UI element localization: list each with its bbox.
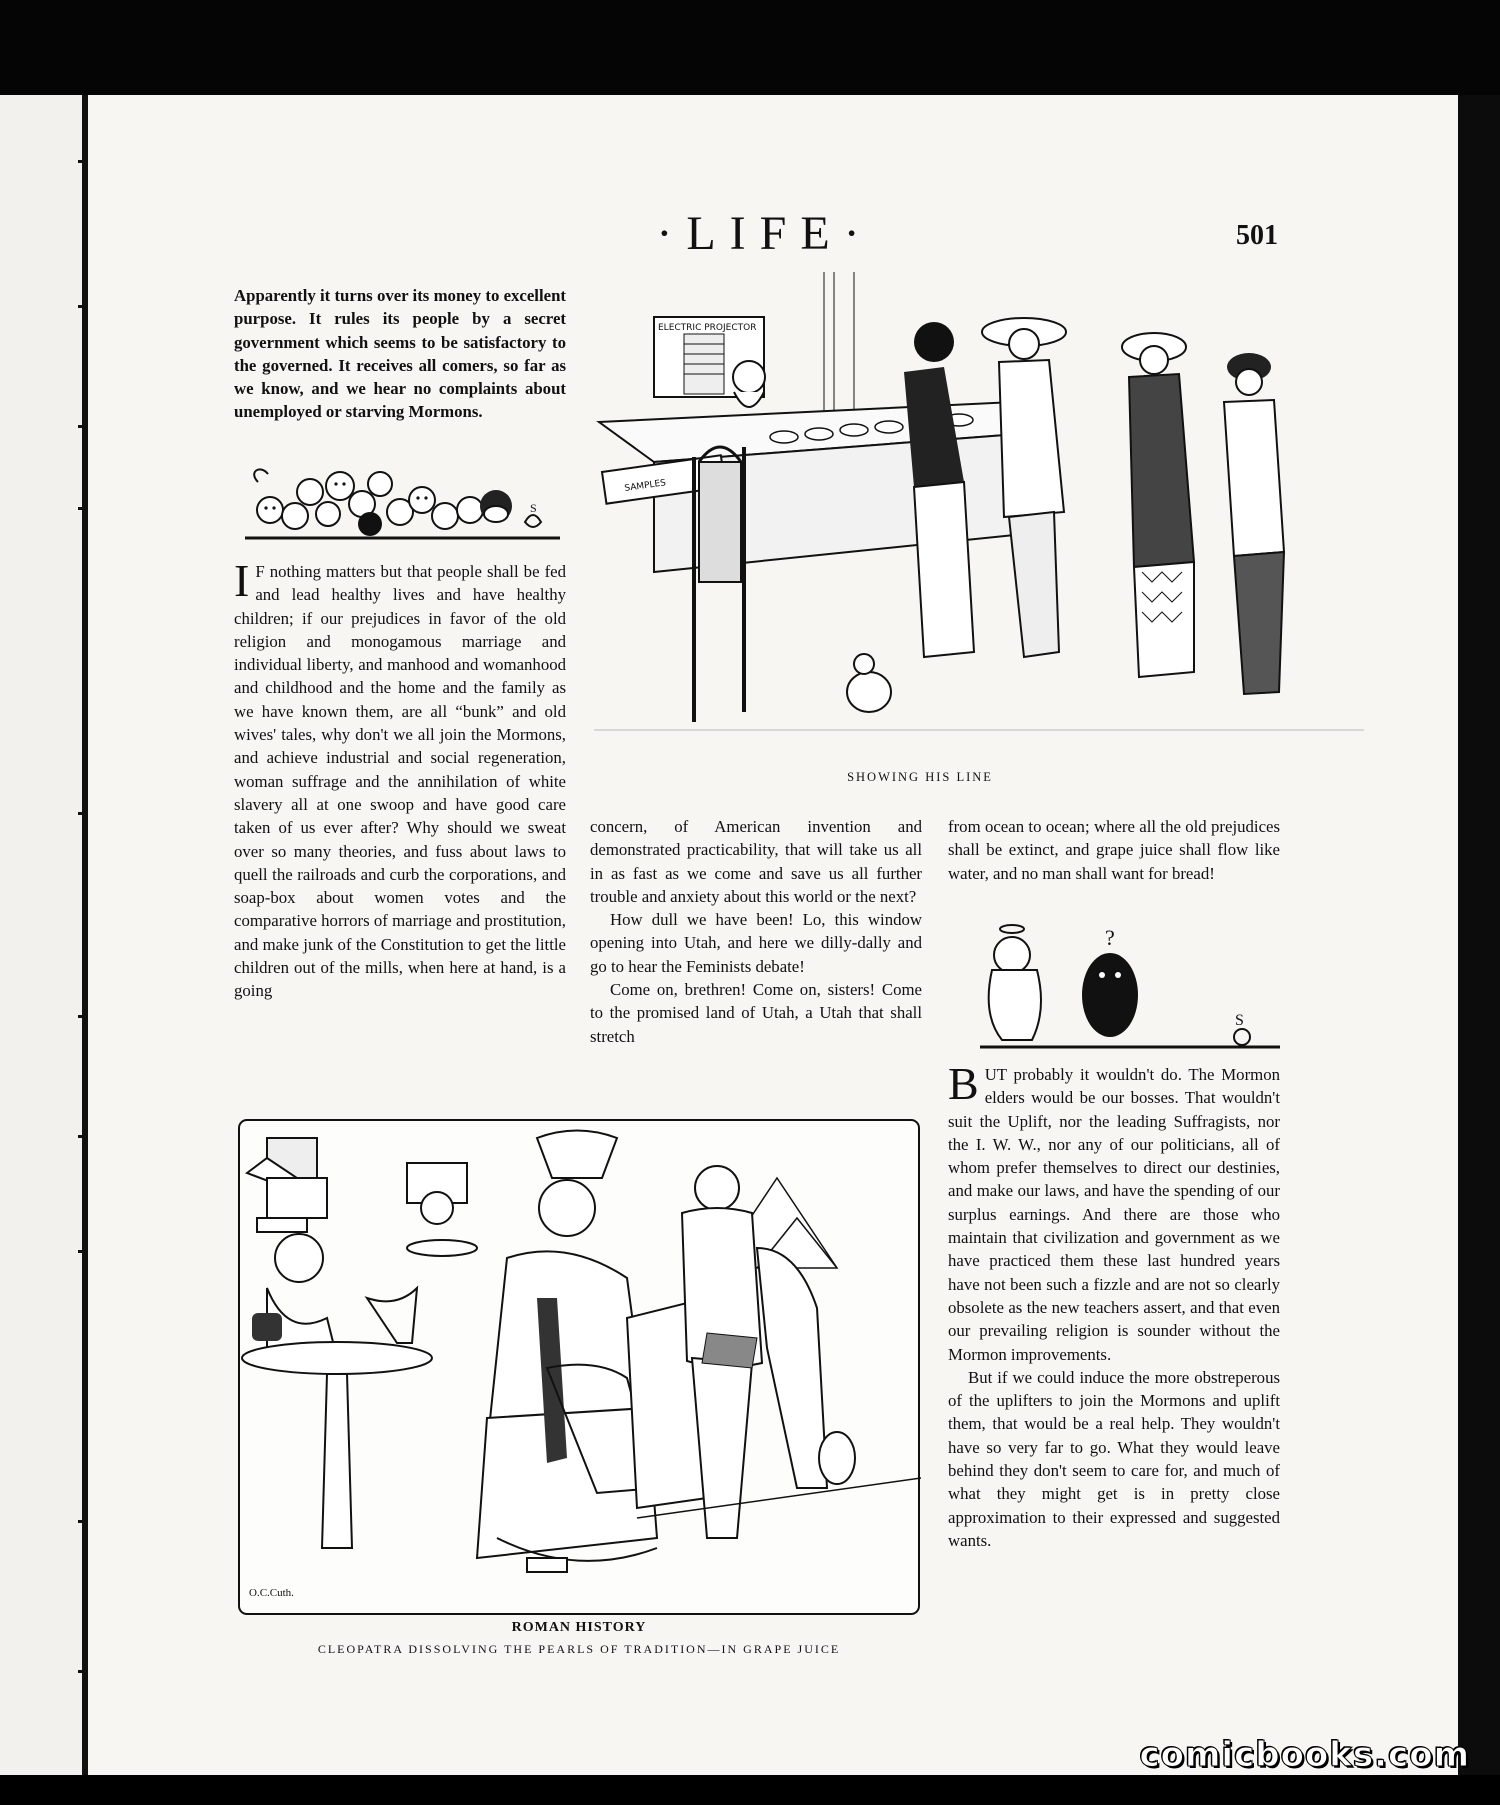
samples-box-text: SAMPLES <box>623 478 667 494</box>
column-3-paragraph-3: But if we could induce the more obstreperous of the uplifters to join the Mormons and uplift them, that would be a real help. They wouldn't have so very far to go. What they would leave behind they don't seem to care for, and much of what they might get is in pretty close approximation to their expressed and suggested wants. <box>948 1367 1280 1550</box>
artist-monogram: S <box>1235 1012 1244 1029</box>
column-1-intro <box>234 284 566 424</box>
column-3-paragraph-2-text: UT probably it wouldn't do. The Mormon elders would be our bosses. That wouldn't suit the Uplift, nor the leading Suffragists, nor the I. W. W., nor any of our politicians, all of whom prefer themselves to direct our destinies, and make our laws, and have the spending of our surplus earnings. And there are those who maintain that civilization and government as we have practiced them these last hundred years have not been such a fizzle and are not so clearly obsolete as the new teachers assert, and that even our prevailing religion is sounder without the Mormon improvements. <box>948 1065 1280 1364</box>
shop-scene-illustration <box>594 272 1364 732</box>
drop-cap-i: I <box>234 555 250 606</box>
main-paragraph <box>234 555 566 1003</box>
main-paragraph-text: F nothing matters but that people shall be fed and lead healthy lives and have healthy children; if our prejudices in favor of the old religion and monogamous marriage and individual liberty, and manhood and womanhood and childhood and the home and the family as we have known them, are all “bunk” and old wives' tales, why don't we all join the Mormons, and achieve industrial and social regeneration, woman suffrage and the annihilation of white slavery all at one swoop and have good care taken of us ever after? Why should we sweat over so many theories, and fuss about laws to quell the railroads and curb the corporations, and soap-box about women votes and the comparative horrors of marriage and prostitution, and make junk of the Constitution to get the little children out of the mills, when here at hand, is a going <box>234 562 566 1001</box>
facing-page-edge <box>0 95 82 1775</box>
scan-bottom-border <box>0 1775 1500 1805</box>
masthead: ·LIFE· <box>656 207 874 260</box>
column-3-paragraph-1: from ocean to ocean; where all the old prejudices shall be extinct, and grape juice shall flow like water, and no man shall want for bread! <box>948 817 1280 883</box>
source-watermark: comicbooks.com <box>1139 1735 1470 1775</box>
column-3-paragraph-2 <box>948 1058 1280 1366</box>
scan-right-border <box>1458 95 1500 1805</box>
angel-vignette <box>980 915 1280 1055</box>
projector-sign-text: ELECTRIC PROJECTOR <box>658 323 757 333</box>
question-mark: ? <box>1105 925 1115 950</box>
roman-history-illustration <box>237 1118 921 1618</box>
column-2 <box>590 815 922 1048</box>
svg-text:S: S <box>530 501 537 515</box>
column-1-main <box>234 555 566 1003</box>
column-3-top <box>948 815 1280 885</box>
page-number: 501 <box>1236 220 1278 251</box>
top-illustration-caption: SHOWING HIS LINE <box>847 770 993 784</box>
drop-cap-b: B <box>948 1058 979 1109</box>
column-3-main <box>948 1058 1280 1552</box>
roman-history-caption: CLEOPATRA DISSOLVING THE PEARLS OF TRADITION—IN GRAPE JUICE <box>317 1642 841 1656</box>
scan-top-border <box>0 0 1500 95</box>
column-2-paragraph-2: How dull we have been! Lo, this window opening into Utah, and here we dilly-dally and go to hear the Feminists debate! <box>590 910 922 976</box>
column-2-paragraph-1: concern, of American invention and demonstrated practicability, that will take us all in as fast as we come and save us all further trouble and anxiety about this world or the next? <box>590 817 922 906</box>
column-2-paragraph-3: Come on, brethren! Come on, sisters! Come to the promised land of Utah, a Utah that shall stretch <box>590 980 922 1046</box>
artist-signature: O.C.Cuth. <box>249 1587 294 1599</box>
intro-paragraph: Apparently it turns over its money to excellent purpose. It rules its people by a secret government which seems to be satisfactory to the governed. It receives all comers, so far as we know, and we hear no complaints about unemployed or starving Mormons. <box>234 286 566 422</box>
roman-history-title: ROMAN HISTORY <box>511 1620 647 1635</box>
babies-vignette <box>240 462 570 552</box>
